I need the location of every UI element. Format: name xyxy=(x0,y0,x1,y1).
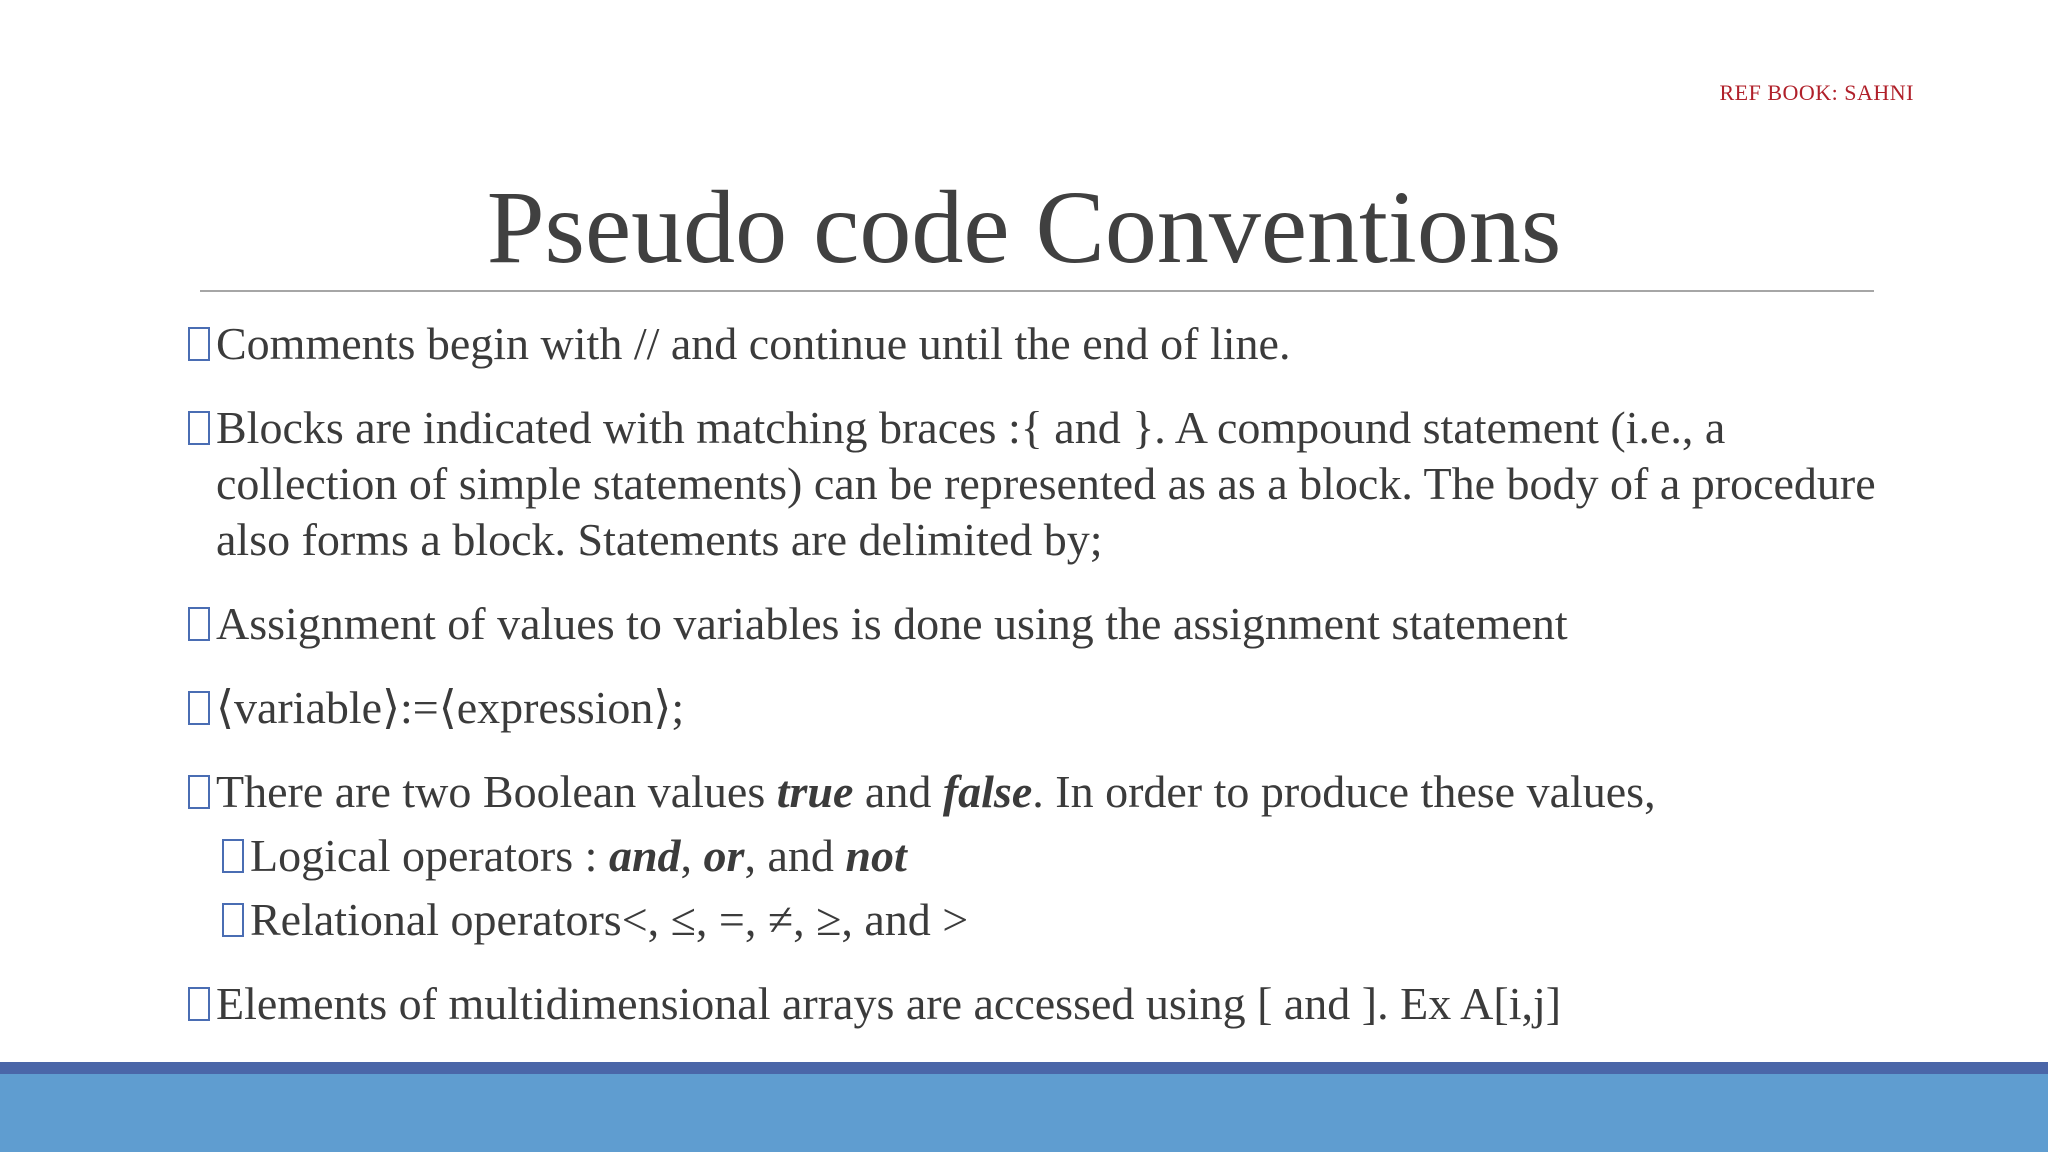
bullet-text: Elements of multidimensional arrays are accessed using [ and ]. Ex A[i,j] xyxy=(216,978,1562,1029)
bullet-text: Comments begin with // and continue until the end of line. xyxy=(216,318,1291,369)
bullet-arrays xyxy=(186,976,1886,1032)
bullet-list xyxy=(186,316,1886,1032)
bullet-assignment-syntax xyxy=(186,680,1886,736)
reference-label: REF BOOK: SAHNI xyxy=(1719,80,1914,105)
sub-bullet-relational xyxy=(186,892,1886,948)
bullet-assignment xyxy=(186,596,1886,652)
separator: , and xyxy=(744,830,846,881)
bullet-text: Blocks are indicated with matching braces :{ and }. A compound statement (i.e., a collection of simple statements) can be represented as as a block. The body of a procedure also forms a block. Statements are delimited by; xyxy=(216,402,1876,565)
bullet-box-icon xyxy=(188,987,210,1021)
bullet-box-icon xyxy=(188,411,210,445)
keyword-or: or xyxy=(703,830,745,881)
title-divider xyxy=(200,290,1874,292)
bullet-blocks xyxy=(186,400,1886,568)
slide-title: Pseudo code Conventions xyxy=(486,170,1562,285)
bullet-boolean xyxy=(186,764,1886,820)
footer-band-dark xyxy=(0,1062,2048,1074)
bullet-text: Assignment of values to variables is done using the assignment statement xyxy=(216,598,1568,649)
keyword-and: and xyxy=(608,830,681,881)
keyword-true: true xyxy=(776,766,854,817)
keyword-not: not xyxy=(845,830,907,881)
bullet-text: Relational operators<, ≤, =, ≠, ≥, and > xyxy=(250,894,969,945)
bullet-box-icon xyxy=(222,839,244,873)
bullet-box-icon xyxy=(188,691,210,725)
keyword-false: false xyxy=(942,766,1033,817)
bullet-box-icon xyxy=(188,775,210,809)
bullet-text-suffix: . In order to produce these values, xyxy=(1032,766,1656,817)
footer-band-light xyxy=(0,1074,2048,1152)
bullet-text-prefix: Logical operators : xyxy=(250,830,609,881)
bullet-box-icon xyxy=(188,327,210,361)
bullet-box-icon xyxy=(188,607,210,641)
bullet-box-icon xyxy=(222,903,244,937)
separator: , xyxy=(680,830,704,881)
bullet-text-prefix: There are two Boolean values xyxy=(216,766,777,817)
sub-bullet-logical xyxy=(186,828,1886,884)
bullet-text: ⟨variable⟩:=⟨expression⟩; xyxy=(216,682,685,733)
bullet-comments xyxy=(186,316,1886,372)
bullet-text-and: and xyxy=(853,766,943,817)
